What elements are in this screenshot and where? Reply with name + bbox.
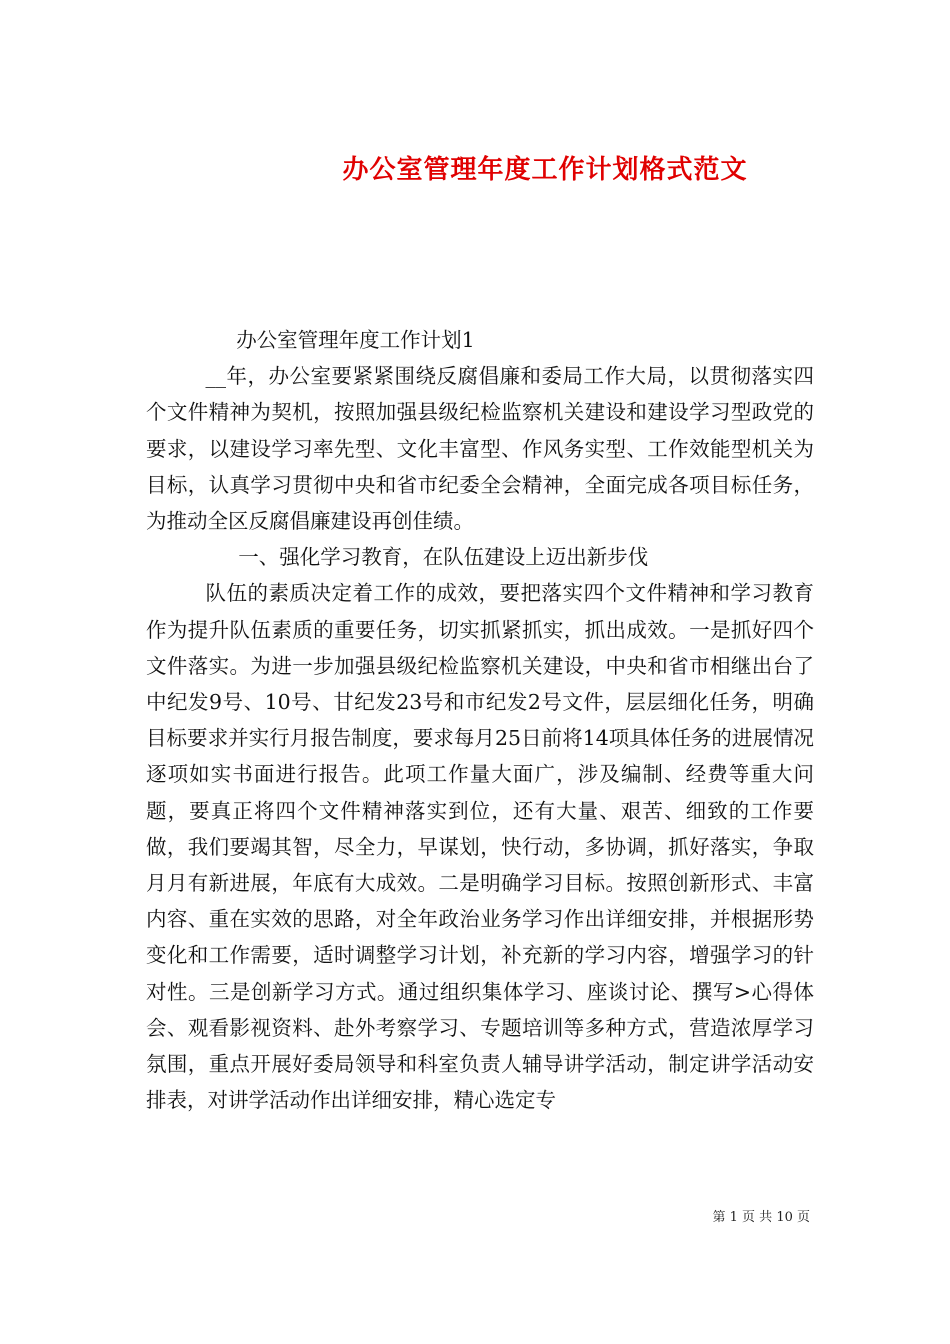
section-heading: 一、强化学习教育，在队伍建设上迈出新步伐 [238, 545, 649, 570]
section-paragraph: 队伍的素质决定着工作的成效，要把落实四个文件精神和学习教育作为提升队伍素质的重要任务，切实抓紧抓实，抓出成效。一是抓好四个文件落实。为进一步加强县级纪检监察机关建设，中央和省市相继出台了中纪发9号、10号、甘纪发23号和市纪发2号文件，层层细化任务，明确目标要求并实行月报告制度，要求每月25日前将14项具体任务的进展情况逐项如实书面进行报告。此项工作量大面广，涉及编制、经费等重大问题，要真正将四个文件精神落实到位，还有大量、艰苦、细致的工作要做，我们要竭其智，尽全力，早谋划，快行动，多协调，抓好落实，争取月月有新进展，年底有大成效。二是明确学习目标。按照创新形式、丰富内容、重在实效的思路，对全年政治业务学习作出详细安排，并根据形势变化和工作需要，适时调整学习计划，补充新的学习内容，增强学习的针对性。三是创新学习方式。通过组织集体学习、座谈讨论、撰写>心得体会、观看影视资料、赴外考察学习、专题培训等多种方式，营造浓厚学习氛围，重点开展好委局领导和科室负责人辅导讲学活动，制定讲学活动安排表，对讲学活动作出详细安排，精心选定专 [146, 581, 814, 1113]
page-number: 第 1 页 共 10 页 [712, 1210, 810, 1225]
document-title: 办公室管理年度工作计划格式范文 [342, 155, 748, 186]
plan-subtitle: 办公室管理年度工作计划1 [236, 328, 475, 352]
intro-paragraph: __年，办公室要紧紧围绕反腐倡廉和委局工作大局，以贯彻落实四个文件精神为契机，按照加强县级纪检监察机关建设和建设学习型政党的要求，以建设学习率先型、文化丰富型、作风务实型、工作效能型机关为目标，认真学习贯彻中央和省市纪委全会精神，全面完成各项目标任务，为推动全区反腐倡廉建设再创佳绩。 [146, 364, 814, 534]
document-body [146, 322, 814, 1118]
